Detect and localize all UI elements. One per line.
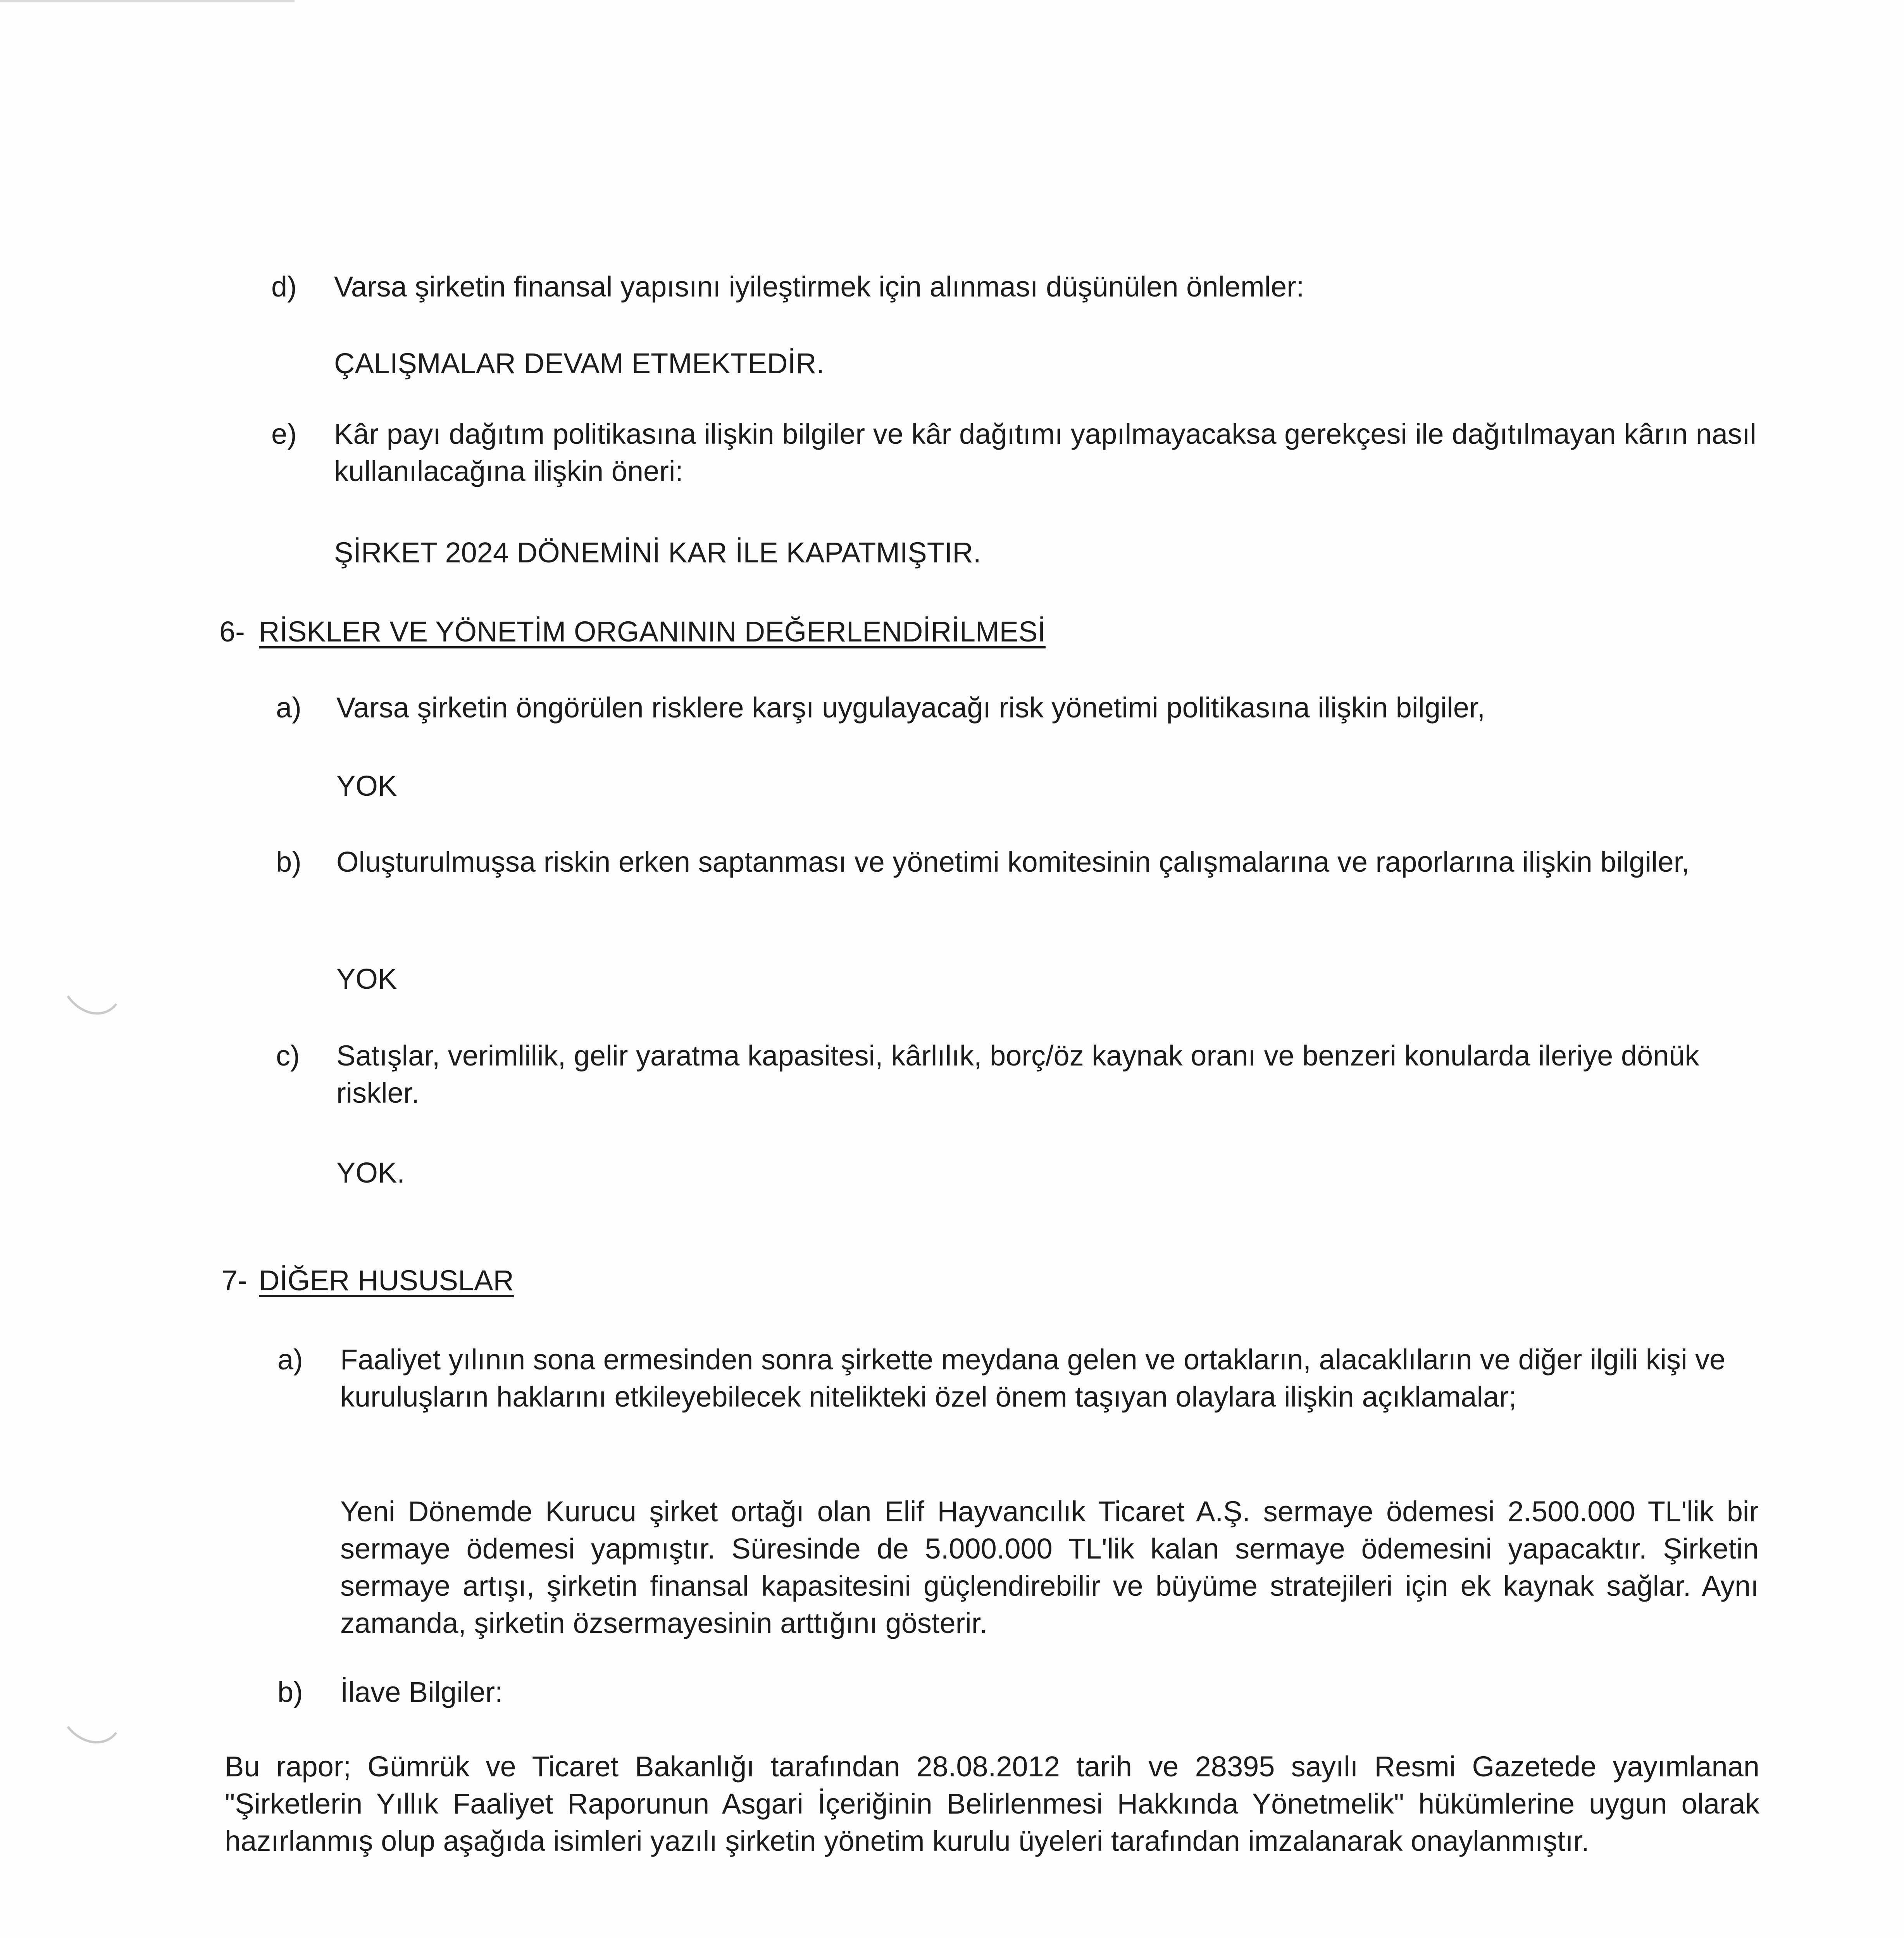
- section-6a-text: Varsa şirketin öngörülen risklere karşı uygulayacağı risk yönetimi politikasına ilişkin bilgiler,: [336, 691, 1485, 724]
- section-7-title: DİĞER HUSUSLAR: [259, 1264, 514, 1297]
- section-6-number: 6-: [219, 616, 245, 648]
- item-d-label: d): [271, 271, 297, 303]
- item-e-answer: ŞİRKET 2024 DÖNEMİNİ KAR İLE KAPATMIŞTIR.: [334, 536, 981, 569]
- scan-edge-line: [0, 0, 295, 2]
- section-7-number: 7-: [222, 1264, 247, 1297]
- section-7a-label: a): [277, 1343, 303, 1376]
- section-6b-answer: YOK: [336, 963, 397, 995]
- section-6a-answer: YOK: [336, 770, 397, 802]
- punch-hole-mark-2: [68, 1727, 116, 1742]
- item-e-label: e): [271, 418, 297, 450]
- section-7a-text: Faaliyet yılının sona ermesinden sonra şirkette meydana gelen ve ortakların, alacaklıların ve diğer ilgili kişi ve kuruluşların haklarını etkileyebilecek nitelikteki özel önem taşıyan olaylara ilişkin açıklamalar;: [340, 1343, 1726, 1413]
- section-7a-detail: Yeni Dönemde Kurucu şirket ortağı olan Elif Hayvancılık Ticaret A.Ş. sermaye ödemesi 2.500.000 TL'lik bir sermaye ödemesi yapmıştır. Süresinde de 5.000.000 TL'lik kalan sermaye ödemesini yapacaktır. Şirketin sermaye artışı, şirketin finansal kapasitesini güçlendirebilir ve büyüme stratejileri için ek kaynak sağlar. Aynı zamanda, şirketin özsermayesinin arttığını gösterir.: [340, 1495, 1759, 1639]
- section-6-title: RİSKLER VE YÖNETİM ORGANININ DEĞERLENDİRİLMESİ: [259, 616, 1046, 648]
- section-6c-text: Satışlar, verimlilik, gelir yaratma kapasitesi, kârlılık, borç/öz kaynak oranı ve benzeri konularda ileriye dönük riskler.: [336, 1040, 1699, 1109]
- section-6a-label: a): [276, 691, 302, 724]
- punch-hole-mark-1: [68, 996, 116, 1014]
- section-6c-label: c): [276, 1040, 300, 1072]
- item-e-text: Kâr payı dağıtım politikasına ilişkin bilgiler ve kâr dağıtımı yapılmayacaksa gerekçesi ile dağıtılmayan kârın nasıl kullanılacağına ilişkin öneri:: [334, 418, 1756, 487]
- section-7b-text: İlave Bilgiler:: [340, 1676, 503, 1708]
- section-6b-label: b): [276, 846, 302, 878]
- section-6c-answer: YOK.: [336, 1157, 405, 1189]
- item-d-text: Varsa şirketin finansal yapısını iyileştirmek için alınması düşünülen önlemler:: [334, 271, 1304, 303]
- item-d-answer: ÇALIŞMALAR DEVAM ETMEKTEDİR.: [334, 347, 825, 379]
- closing-paragraph: Bu rapor; Gümrük ve Ticaret Bakanlığı tarafından 28.08.2012 tarih ve 28395 sayılı Resmi Gazetede yayımlanan "Şirketlerin Yıllık Faaliyet Raporunun Asgari İçeriğinin Belirlenmesi Hakkında Yönetmelik" hükümlerine uygun olarak hazırlanmış olup aşağıda isimleri yazılı şirketin yönetim kurulu üyeleri tarafından imzalanarak onaylanmıştır.: [225, 1750, 1759, 1857]
- section-6b-text: Oluşturulmuşsa riskin erken saptanması ve yönetimi komitesinin çalışmalarına ve raporlarına ilişkin bilgiler,: [336, 846, 1690, 878]
- section-7b-label: b): [277, 1676, 303, 1708]
